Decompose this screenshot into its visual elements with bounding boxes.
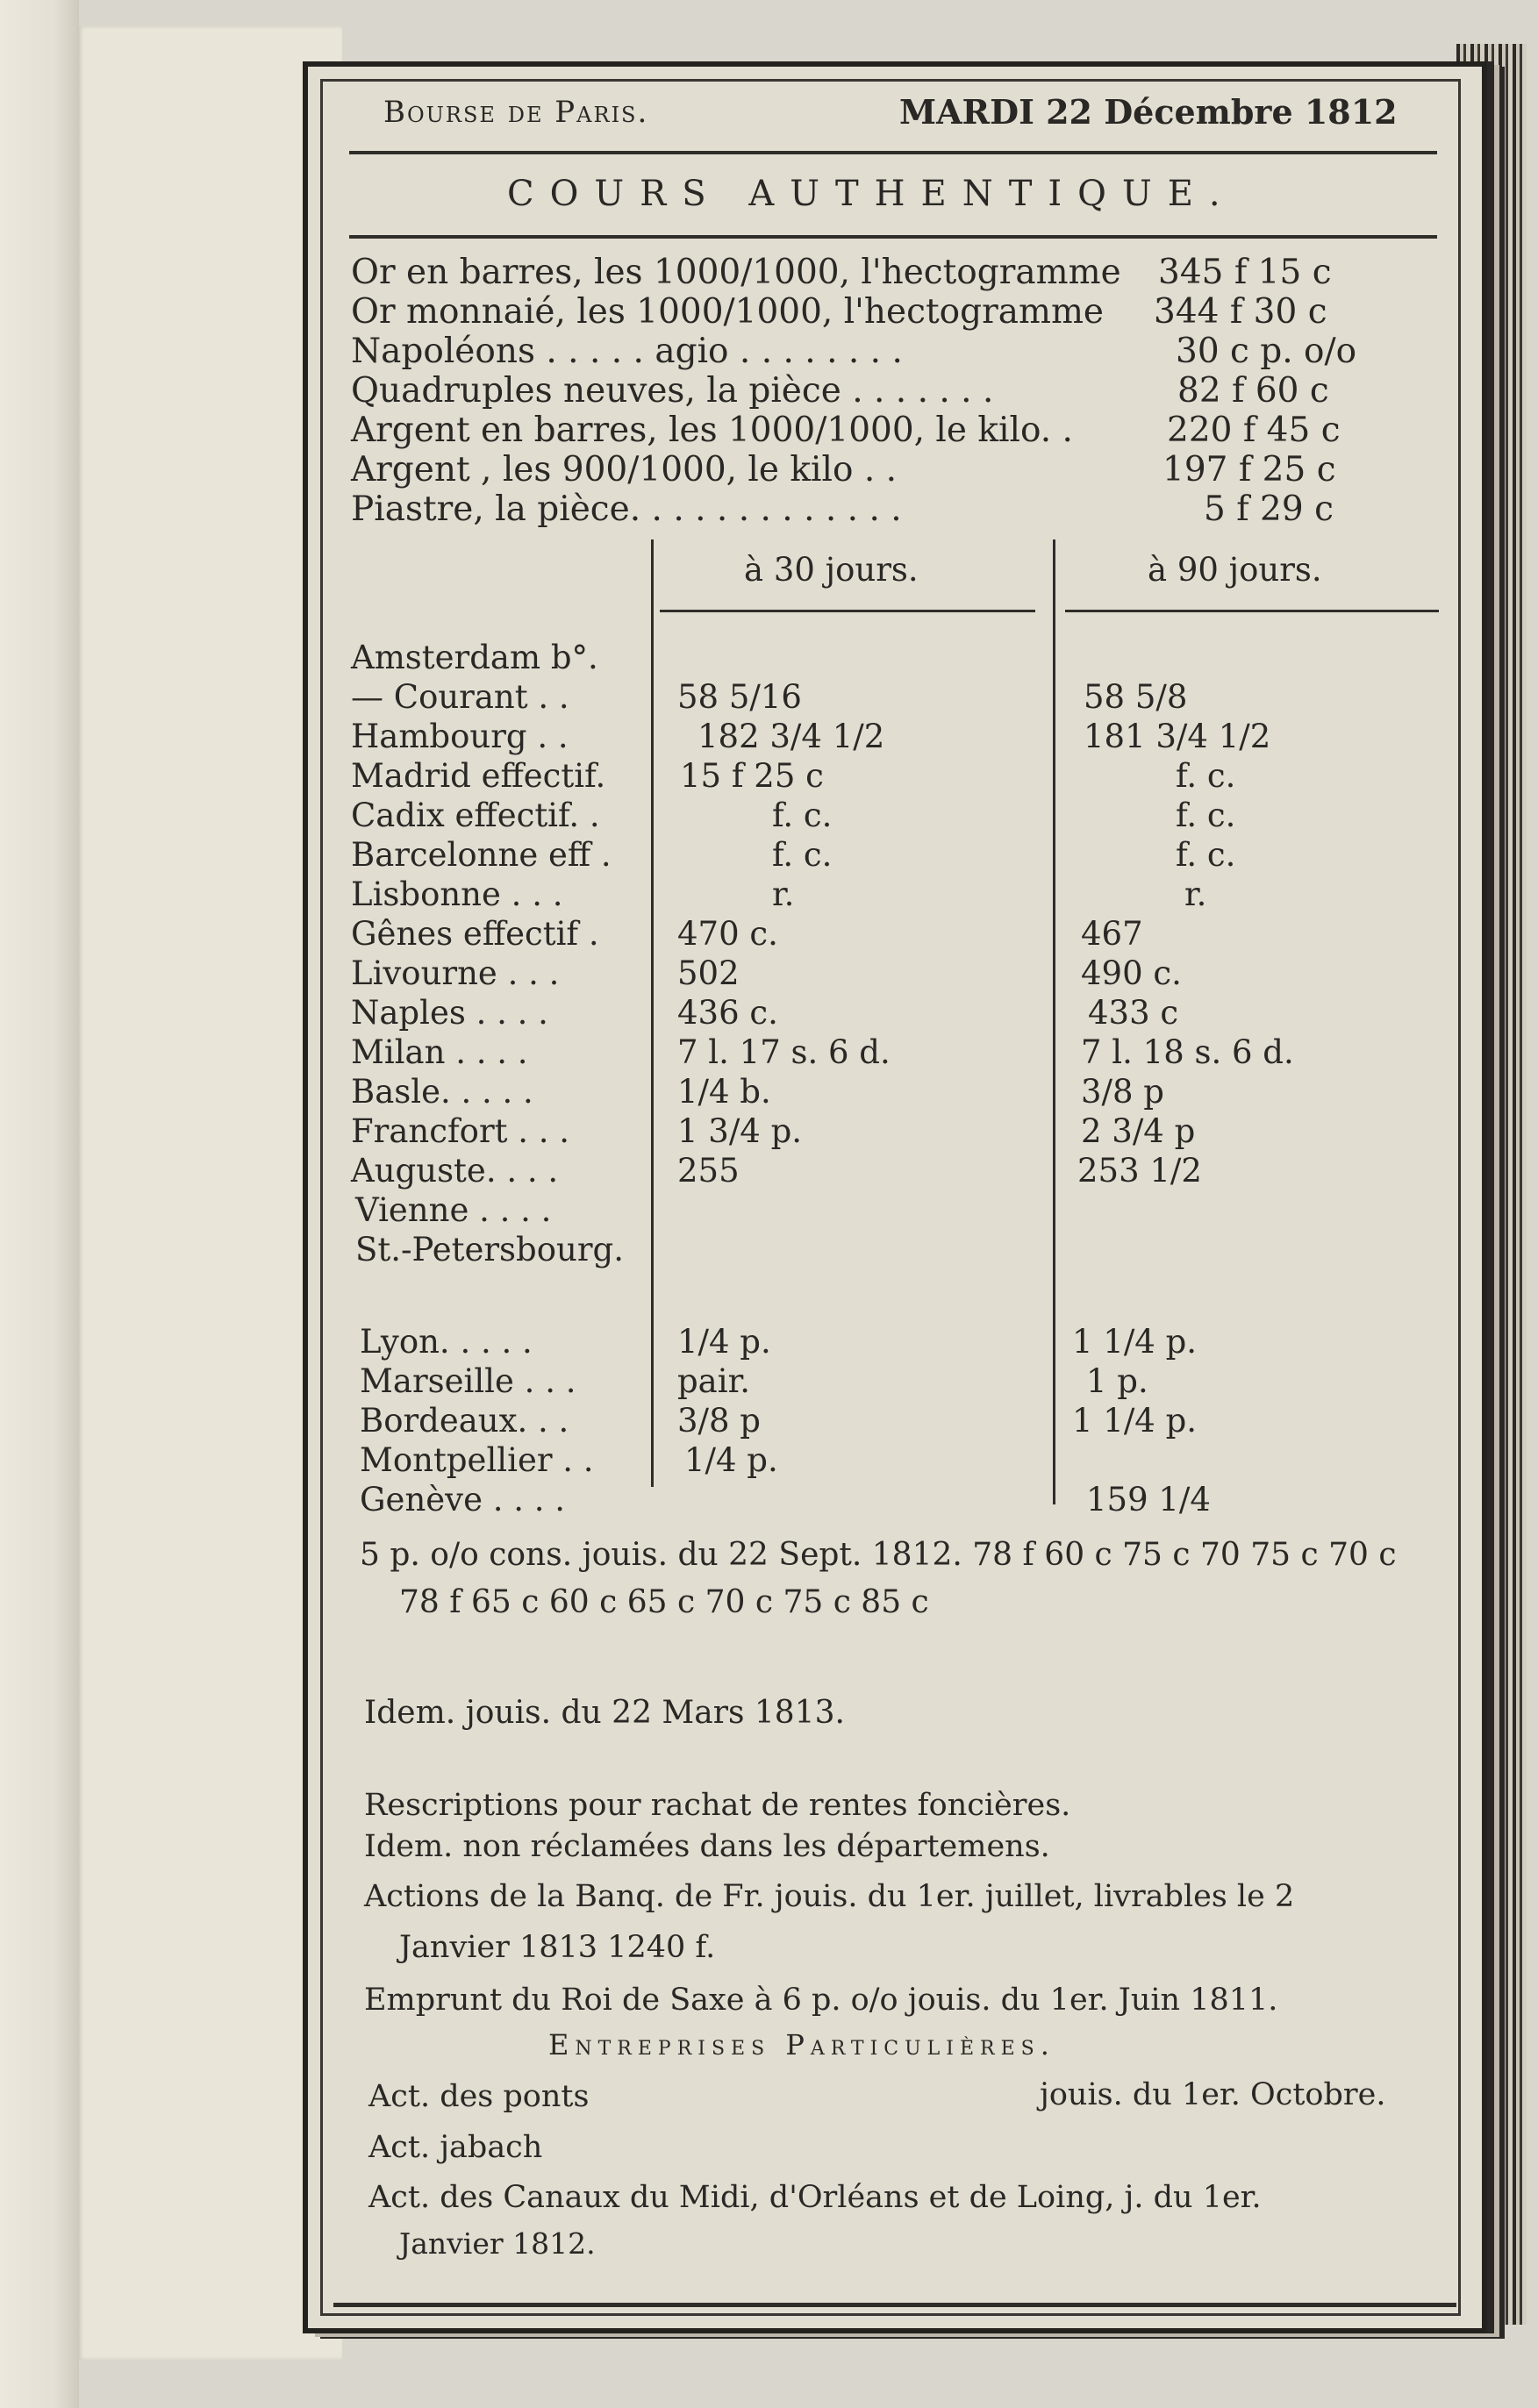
- page-title: COURS AUTHENTIQUE.: [507, 174, 1236, 214]
- place-label: Lisbonne . . .: [351, 875, 563, 913]
- column-divider-left: [651, 539, 654, 1487]
- rate-90: 2 3/4 p: [1081, 1112, 1196, 1150]
- ponts-jouis: jouis. du 1er. Octobre.: [1040, 2077, 1386, 2112]
- rentes-line: 78 f 65 c 60 c 65 c 70 c 75 c 85 c: [399, 1584, 929, 1620]
- rate-30: 1/4 b.: [677, 1073, 771, 1111]
- place-label: — Courant . .: [351, 678, 569, 716]
- actions-line: Janvier 1813 1240 f.: [399, 1930, 716, 1965]
- rate-90: 1 p.: [1086, 1362, 1148, 1400]
- rate-90: 7 l. 18 s. 6 d.: [1081, 1033, 1294, 1071]
- rate-90: 181 3/4 1/2: [1084, 718, 1271, 755]
- metal-label: Argent en barres, les 1000/1000, le kilo. .: [351, 411, 1073, 450]
- rate-90: f. c.: [1176, 797, 1236, 834]
- place-label: Bordeaux. . .: [360, 1402, 569, 1440]
- metal-label: Quadruples neuves, la pièce . . . . . . .: [351, 371, 994, 411]
- rate-90: 58 5/8: [1084, 678, 1188, 716]
- rentes-line: 5 p. o/o cons. jouis. du 22 Sept. 1812. 78 f 60 c 75 c 70 75 c 70 c: [360, 1537, 1397, 1573]
- rate-90: f. c.: [1176, 757, 1236, 795]
- place-label: Genève . . . .: [360, 1481, 566, 1518]
- metal-label: Argent , les 900/1000, le kilo . .: [351, 450, 898, 489]
- place-label: Madrid effectif.: [351, 757, 606, 795]
- metal-value: 5 f 29 c: [1204, 489, 1334, 529]
- metal-value: 30 c p. o/o: [1176, 332, 1357, 371]
- title-rule: [349, 235, 1437, 239]
- rate-90: f. c.: [1176, 836, 1236, 874]
- jabach-line: Act. jabach: [368, 2130, 543, 2165]
- bottom-rule: [333, 2303, 1456, 2307]
- place-label: St.-Petersbourg.: [355, 1231, 624, 1268]
- place-label: Amsterdam b°.: [351, 639, 598, 676]
- metal-value: 82 f 60 c: [1177, 371, 1329, 411]
- section-heading: Entreprises Particulières.: [548, 2028, 1055, 2061]
- place-label: Basle. . . . .: [351, 1073, 533, 1111]
- rate-30: 470 c.: [677, 915, 778, 953]
- ponts-label: Act. des ponts: [368, 2079, 590, 2114]
- rate-90: 490 c.: [1081, 954, 1182, 992]
- place-label: Montpellier . .: [360, 1441, 594, 1479]
- place-label: Barcelonne eff .: [351, 836, 612, 874]
- rate-90: 467: [1081, 915, 1143, 953]
- book-binding: [0, 0, 79, 2408]
- place-label: Lyon. . . . .: [360, 1323, 533, 1361]
- place-label: Auguste. . . .: [351, 1152, 559, 1190]
- rate-30: 1/4 p.: [684, 1441, 778, 1479]
- place-label: Francfort . . .: [351, 1112, 570, 1150]
- rate-30: r.: [772, 875, 795, 913]
- place-label: Hambourg . .: [351, 718, 569, 755]
- column-divider-right: [1053, 539, 1055, 1504]
- metal-value: 345 f 15 c: [1158, 253, 1332, 292]
- column-rule-90: [1065, 610, 1439, 612]
- place-label: Gênes effectif .: [351, 915, 599, 953]
- place-label: Vienne . . . .: [355, 1191, 552, 1229]
- rate-30: 1 3/4 p.: [677, 1112, 803, 1150]
- column-rule-30: [660, 610, 1035, 612]
- header-left: Bourse de Paris.: [383, 95, 649, 130]
- rate-30: 7 l. 17 s. 6 d.: [677, 1033, 891, 1071]
- emprunt-line: Emprunt du Roi de Saxe à 6 p. o/o jouis. du 1er. Juin 1811.: [364, 1983, 1278, 2018]
- rate-30: 3/8 p: [677, 1402, 761, 1440]
- rate-90: 3/8 p: [1081, 1073, 1164, 1111]
- rate-30: f. c.: [772, 836, 833, 874]
- idem-non-line: Idem. non réclamées dans les départemens.: [364, 1829, 1050, 1864]
- metal-label: Napoléons . . . . . agio . . . . . . . .: [351, 332, 903, 371]
- metal-label: Piastre, la pièce. . . . . . . . . . . . .: [351, 489, 902, 529]
- rate-30: pair.: [677, 1362, 750, 1400]
- rate-90: 1 1/4 p.: [1072, 1402, 1198, 1440]
- rate-30: 1/4 p.: [677, 1323, 771, 1361]
- header-rule: [349, 151, 1437, 154]
- canaux-line: Act. des Canaux du Midi, d'Orléans et de Loing, j. du 1er.: [368, 2180, 1262, 2215]
- metal-label: Or monnaié, les 1000/1000, l'hectogramme: [351, 292, 1104, 332]
- rate-30: 15 f 25 c: [680, 757, 824, 795]
- place-label: Milan . . . .: [351, 1033, 528, 1071]
- rate-90: 433 c: [1088, 994, 1179, 1032]
- metal-value: 220 f 45 c: [1167, 411, 1341, 450]
- canaux-line: Janvier 1812.: [399, 2226, 596, 2261]
- rate-90: 159 1/4: [1086, 1481, 1211, 1518]
- rate-30: 182 3/4 1/2: [697, 718, 885, 755]
- actions-line: Actions de la Banq. de Fr. jouis. du 1er. juillet, livrables le 2: [364, 1879, 1295, 1914]
- rate-30: 502: [677, 954, 740, 992]
- column-header-90: à 90 jours.: [1148, 551, 1322, 589]
- column-header-30: à 30 jours.: [744, 551, 919, 589]
- rescriptions-line: Rescriptions pour rachat de rentes foncières.: [364, 1788, 1071, 1823]
- rate-30: f. c.: [772, 797, 833, 834]
- rate-90: 253 1/2: [1077, 1152, 1202, 1190]
- metal-value: 344 f 30 c: [1154, 292, 1327, 332]
- place-label: Marseille . . .: [360, 1362, 576, 1400]
- rate-90: 1 1/4 p.: [1072, 1323, 1198, 1361]
- place-label: Livourne . . .: [351, 954, 560, 992]
- rate-30: 58 5/16: [677, 678, 802, 716]
- rate-90: r.: [1184, 875, 1207, 913]
- metal-value: 197 f 25 c: [1162, 450, 1336, 489]
- place-label: Naples . . . .: [351, 994, 548, 1032]
- header-date: MARDI 22 Décembre 1812: [899, 92, 1398, 132]
- metal-label: Or en barres, les 1000/1000, l'hectogramme: [351, 253, 1121, 292]
- rate-30: 255: [677, 1152, 740, 1190]
- rentes-idem: Idem. jouis. du 22 Mars 1813.: [364, 1695, 845, 1731]
- rate-30: 436 c.: [677, 994, 778, 1032]
- place-label: Cadix effectif. .: [351, 797, 600, 834]
